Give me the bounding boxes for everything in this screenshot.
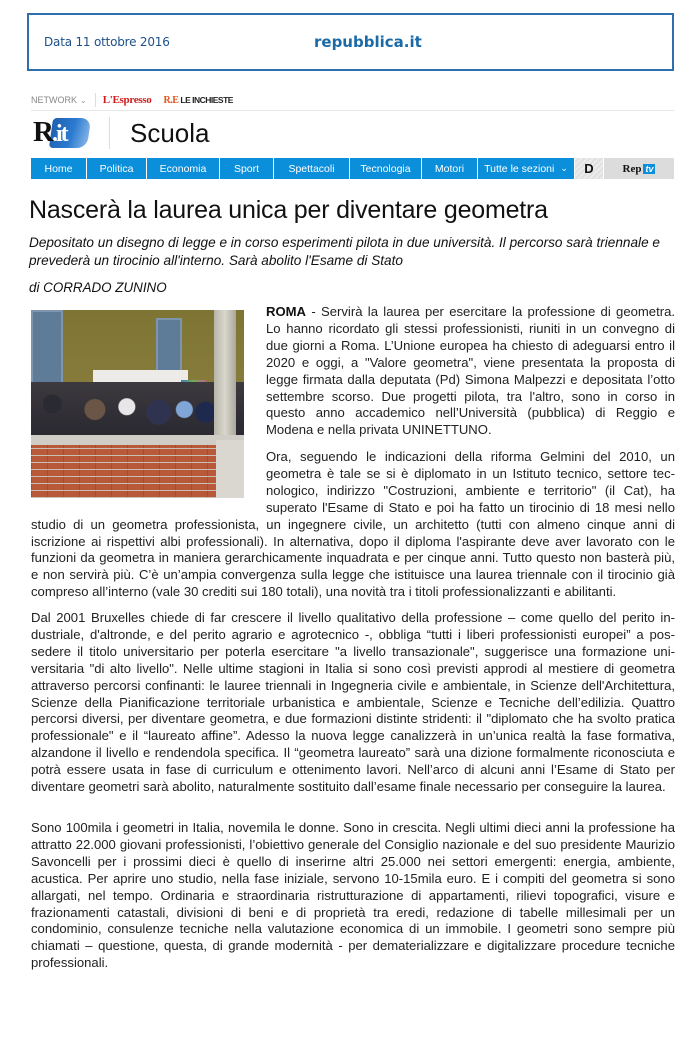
logo-text: R.it — [33, 116, 67, 148]
section-title[interactable]: Scuola — [130, 117, 210, 148]
nav-item-politica[interactable]: Politica — [87, 158, 146, 179]
paragraph-text: - Servirà la laurea per esercitare la professione di geometra. Lo hanno ricordato gli stessi professionisti, riuniti in un convegno di due giorni a Roma. L’Unione europea ha chiesto di adeguarsi entro il 2020 e oggi, a "Valore geometra", viene presentata la proposta di legge firmata dalla deputata (Pd) Simona Malpezzi e depositata l’otto settembre scorso. Due progetti pilota, tra l'altro, sono in corso in questo anno accademico nell’Università (pubblica) di Reggio e Modena e nella privata UNINETTUNO. — [266, 304, 675, 438]
network-menu[interactable] — [31, 93, 96, 107]
paragraph-text: Ora, seguendo le indicazioni della riforma Gelmini del 2010, un geometra è tale se si è diplomato in un Istituto tecnico, settore tecnologico, indirizzo "Costruzioni, ambiente e territorio" (il Cat), ha superato l'Esame di Stato e poi ha fatto un tirocinio di 18 mesi nello studio di un geometra professionista, un ingegnere civile, un architetto (tutti con almeno cinque anni di iscrizione ai rispettivi albi professionali). In alternativa, dopo il diploma l'aspirante deve aver lavorato con le funzioni da geometra in maniera gerarchicamente inquadrata e per cinque anni. Tutto questo non basterà più, e non servirà più. C’è un’ampia convergenza sulla legge che istituisce una laurea triennale con il tirocinio già compreso all’interno (vale 30 crediti sui 180 totali), una novità tra i titoli professionalizzanti e abilitanti. — [31, 449, 675, 600]
nav-item-tutte-le-sezioni[interactable] — [478, 158, 574, 179]
clipping-header — [27, 13, 674, 71]
nav-item-label: Tutte le sezioni — [484, 162, 555, 175]
divider — [31, 110, 674, 111]
chevron-down-icon: ⌄ — [560, 163, 568, 173]
network-label: NETWORK — [31, 95, 77, 105]
clipping-date: Data 11 ottobre 2016 — [44, 35, 170, 49]
repubblica-logo[interactable] — [31, 115, 91, 151]
nav-item-d[interactable]: D — [575, 158, 603, 179]
nav-item-sport[interactable]: Sport — [220, 158, 273, 179]
chevron-down-icon: ⌄ — [80, 95, 87, 105]
nav-item-home[interactable]: Home — [31, 158, 86, 179]
nav-item-motori[interactable]: Motori — [422, 158, 477, 179]
section-header — [31, 113, 210, 153]
clipping-source: repubblica.it — [314, 33, 422, 51]
article-paragraph-2 — [31, 449, 675, 601]
nav-item-spettacoli[interactable]: Spettacoli — [274, 158, 349, 179]
article-paragraph-4: Sono 100mila i geometri in Italia, novemila le donne. Sono in crescita. Negli ultimi dieci anni la professione ha attratto 22.000 giovani professionisti, l’obiettivo generale del Consiglio nazionale e del suo presidente Maurizio Savoncelli per i prossimi dieci è quello di inserirne altri 25.000 nei settori emergenti: energia, ambiente, acustica. Per aprire uno studio, nella fase iniziale, servono 10-15mila euro. E i compiti del geometra si sono allargati, nel tempo. Ordinaria e straordinaria ristrutturazione di appartamenti, rilievi topografici, visure e frazionamenti catastali, divisioni di beni e di proprietà tra eredi, redazione di tabelle millesimali per un condominio, consulenze tecniche nella valutazione economica di un immobile. I geometri sono sempre più chiamati – questione, questa, di grande modernità - per dematerializzare e digitalizzare procedure tecniche professionali. — [31, 820, 675, 971]
re-logo-icon: R.E — [163, 94, 179, 106]
article-headline: Nascerà la laurea unica per diventare geometra — [29, 196, 548, 224]
brand-inchieste-label: LE INCHIESTE — [180, 95, 233, 105]
nav-item-tecnologia[interactable]: Tecnologia — [350, 158, 421, 179]
article-byline: di CORRADO ZUNINO — [29, 280, 167, 295]
article-paragraph-3: Dal 2001 Bruxelles chiede di far crescere il livello qualitativo della professione – come quello del perito industriale, d'altronde, e del perito agrario e agrotecnico -, obbliga “tutti i liberi professionisti europei” a possedere il titolo universitario per poterla esercitare "a livello transazionale", suggerisce una formazione universitaria "di alto livello". Nelle ultime stagioni in Italia si sono così previsti approdi al mestiere di geometra attraverso percorsi confinanti: le lauree triennali in Ingegneria civile e ambientale, in Scienze dell'Architettura, Scienze della Pianificazione territoriale urbanistica e ambientale, Scienze e Tecniche dell’edilizia. Quattro percorsi diversi, per diventare geometra, e due formazioni distinte stridenti: il "diplomato che ha svolto pratica professionale" e il “laureato affine”. Adesso la nuova legge canalizzerà in un’unica realtà la fase formativa, alzandone il livello e rendendola specifica. Il “geometra laureato” sarà una dizione formalmente riconosciuta e potrà essere usata in fase di curriculum e ottenimento lavori. Nell’arco di alcuni anni l’Esame di Stato per diventare geometri sarà abolito, naturalmente sostituito dall’esame finale necessario per conseguire la laurea. — [31, 610, 675, 795]
main-nav — [31, 158, 675, 179]
brand-inchieste-link[interactable] — [163, 95, 232, 106]
article-subtitle: Depositato un disegno di legge e in corso esperimenti pilota in due università. Il percorso sarà triennale e prevederà un tirocinio all'interno. Sarà abolito l'Esame di Stato — [29, 235, 660, 268]
article-paragraph-1 — [266, 304, 675, 439]
rep-label: Rep — [622, 162, 642, 175]
nav-item-reptv[interactable] — [604, 158, 674, 179]
tv-badge: tv — [645, 163, 654, 174]
brand-espresso-link[interactable]: L'Espresso — [102, 94, 152, 106]
nav-item-economia[interactable]: Economia — [147, 158, 219, 179]
network-bar — [31, 92, 233, 108]
dateline: ROMA — [266, 304, 307, 319]
divider — [109, 117, 110, 149]
